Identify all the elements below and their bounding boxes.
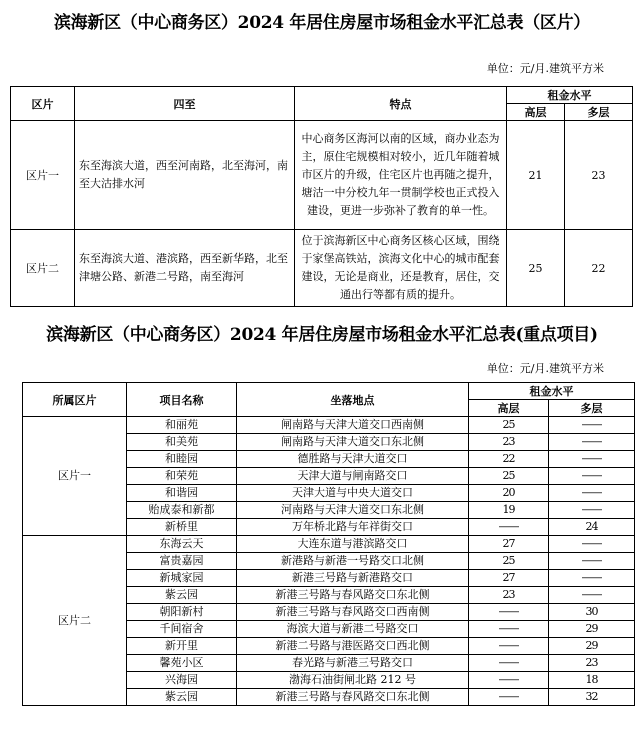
project-name-cell: 千间宿舍 <box>127 621 237 638</box>
high-rise-rent-cell: 23 <box>469 434 549 451</box>
header-multi-story: 多层 <box>549 400 635 417</box>
multi-story-rent-cell: 29 <box>549 638 635 655</box>
location-cell: 海滨大道与新港二号路交口 <box>237 621 469 638</box>
multi-story-rent-cell: 24 <box>549 519 635 536</box>
location-cell: 新港三号路与春风路交口西南侧 <box>237 604 469 621</box>
multi-story-rent-cell: —— <box>549 451 635 468</box>
project-name-cell: 朝阳新村 <box>127 604 237 621</box>
multi-story-rent-cell: —— <box>549 485 635 502</box>
high-rise-rent-cell: 25 <box>469 417 549 434</box>
location-cell: 闸南路与天津大道交口西南侧 <box>237 417 469 434</box>
header-multi-story: 多层 <box>565 104 633 121</box>
location-cell: 渤海石油街闸北路 212 号 <box>237 672 469 689</box>
unit-note-1: 单位：元/月.建筑平方米 <box>486 62 604 75</box>
boundary-cell: 东至海滨大道、港滨路，西至新华路，北至津塘公路、新港二号路，南至海河 <box>75 230 295 307</box>
page-title-districts: 滨海新区（中心商务区）2024 年居住房屋市场租金水平汇总表（区片） <box>53 13 591 33</box>
project-name-cell: 紫云园 <box>127 689 237 706</box>
multi-story-rent-cell: 22 <box>565 230 633 307</box>
multi-story-rent-cell: —— <box>549 417 635 434</box>
table-row <box>11 230 633 307</box>
project-name-cell: 新桥里 <box>127 519 237 536</box>
high-rise-rent-cell: 25 <box>469 553 549 570</box>
project-name-cell: 和谐园 <box>127 485 237 502</box>
header-project-name: 项目名称 <box>127 383 237 417</box>
multi-story-rent-cell: —— <box>549 553 635 570</box>
project-name-cell: 贻成泰和新都 <box>127 502 237 519</box>
header-high-rise: 高层 <box>469 400 549 417</box>
high-rise-rent-cell: 23 <box>469 587 549 604</box>
high-rise-rent-cell: —— <box>469 689 549 706</box>
features-cell: 位于滨海新区中心商务区核心区域，围绕于家堡高铁站，滨海文化中心的城市配套建设，无论是商业，还是教育，居住，交通出行等都有质的提升。 <box>295 230 507 307</box>
high-rise-rent-cell: 21 <box>507 121 565 230</box>
table-row <box>23 417 635 434</box>
high-rise-rent-cell: 27 <box>469 570 549 587</box>
table-row <box>11 121 633 230</box>
project-name-cell: 和荣苑 <box>127 468 237 485</box>
location-cell: 大连东道与港滨路交口 <box>237 536 469 553</box>
location-cell: 新港路与新港一号路交口北侧 <box>237 553 469 570</box>
location-cell: 河南路与天津大道交口东北侧 <box>237 502 469 519</box>
location-cell: 新港三号路与春风路交口东北侧 <box>237 689 469 706</box>
high-rise-rent-cell: —— <box>469 655 549 672</box>
high-rise-rent-cell: —— <box>469 621 549 638</box>
high-rise-rent-cell: —— <box>469 604 549 621</box>
location-cell: 德胜路与天津大道交口 <box>237 451 469 468</box>
project-name-cell: 新开里 <box>127 638 237 655</box>
project-name-cell: 富贵嘉园 <box>127 553 237 570</box>
high-rise-rent-cell: 25 <box>507 230 565 307</box>
multi-story-rent-cell: 29 <box>549 621 635 638</box>
district-cell: 区片二 <box>11 230 75 307</box>
project-name-cell: 兴海园 <box>127 672 237 689</box>
header-high-rise: 高层 <box>507 104 565 121</box>
multi-story-rent-cell: —— <box>549 570 635 587</box>
project-name-cell: 馨苑小区 <box>127 655 237 672</box>
location-cell: 天津大道与中央大道交口 <box>237 485 469 502</box>
district-rent-table <box>10 86 633 307</box>
header-rent-level: 租金水平 <box>469 383 635 400</box>
high-rise-rent-cell: 19 <box>469 502 549 519</box>
unit-note-2: 单位：元/月.建筑平方米 <box>486 362 604 375</box>
high-rise-rent-cell: —— <box>469 672 549 689</box>
multi-story-rent-cell: 30 <box>549 604 635 621</box>
project-name-cell: 和睦园 <box>127 451 237 468</box>
district-cell: 区片一 <box>23 417 127 536</box>
header-boundary: 四至 <box>75 87 295 121</box>
multi-story-rent-cell: 23 <box>565 121 633 230</box>
multi-story-rent-cell: —— <box>549 536 635 553</box>
multi-story-rent-cell: —— <box>549 434 635 451</box>
high-rise-rent-cell: 25 <box>469 468 549 485</box>
district-cell: 区片一 <box>11 121 75 230</box>
project-name-cell: 和美苑 <box>127 434 237 451</box>
header-district: 区片 <box>11 87 75 121</box>
project-name-cell: 和丽苑 <box>127 417 237 434</box>
multi-story-rent-cell: 18 <box>549 672 635 689</box>
district-cell: 区片二 <box>23 536 127 706</box>
header-district: 所属区片 <box>23 383 127 417</box>
high-rise-rent-cell: 20 <box>469 485 549 502</box>
location-cell: 闸南路与天津大道交口东北侧 <box>237 434 469 451</box>
location-cell: 万年桥北路与年祥街交口 <box>237 519 469 536</box>
multi-story-rent-cell: —— <box>549 587 635 604</box>
page-title-projects: 滨海新区（中心商务区）2024 年居住房屋市场租金水平汇总表(重点项目) <box>46 325 598 345</box>
header-location: 坐落地点 <box>237 383 469 417</box>
features-cell: 中心商务区海河以南的区域，商办业态为主，原住宅规模相对较小，近几年随着城市区片的升级，住宅区片也再随之提升，塘沽一中分校九年一贯制学校也正式投入建设，更进一步弥补了教育的单一性。 <box>295 121 507 230</box>
table-row <box>23 536 635 553</box>
multi-story-rent-cell: 32 <box>549 689 635 706</box>
project-name-cell: 新城家园 <box>127 570 237 587</box>
location-cell: 新港三号路与春风路交口东北侧 <box>237 587 469 604</box>
header-rent-level: 租金水平 <box>507 87 633 104</box>
location-cell: 新港二号路与港医路交口西北侧 <box>237 638 469 655</box>
high-rise-rent-cell: —— <box>469 638 549 655</box>
multi-story-rent-cell: —— <box>549 502 635 519</box>
header-features: 特点 <box>295 87 507 121</box>
high-rise-rent-cell: 27 <box>469 536 549 553</box>
boundary-cell: 东至海滨大道，西至河南路，北至海河，南至大沽排水河 <box>75 121 295 230</box>
location-cell: 天津大道与闸南路交口 <box>237 468 469 485</box>
project-name-cell: 紫云园 <box>127 587 237 604</box>
multi-story-rent-cell: 23 <box>549 655 635 672</box>
location-cell: 新港三号路与新港路交口 <box>237 570 469 587</box>
high-rise-rent-cell: 22 <box>469 451 549 468</box>
project-rent-table <box>22 382 635 706</box>
project-name-cell: 东海云天 <box>127 536 237 553</box>
multi-story-rent-cell: —— <box>549 468 635 485</box>
location-cell: 春光路与新港三号路交口 <box>237 655 469 672</box>
high-rise-rent-cell: —— <box>469 519 549 536</box>
